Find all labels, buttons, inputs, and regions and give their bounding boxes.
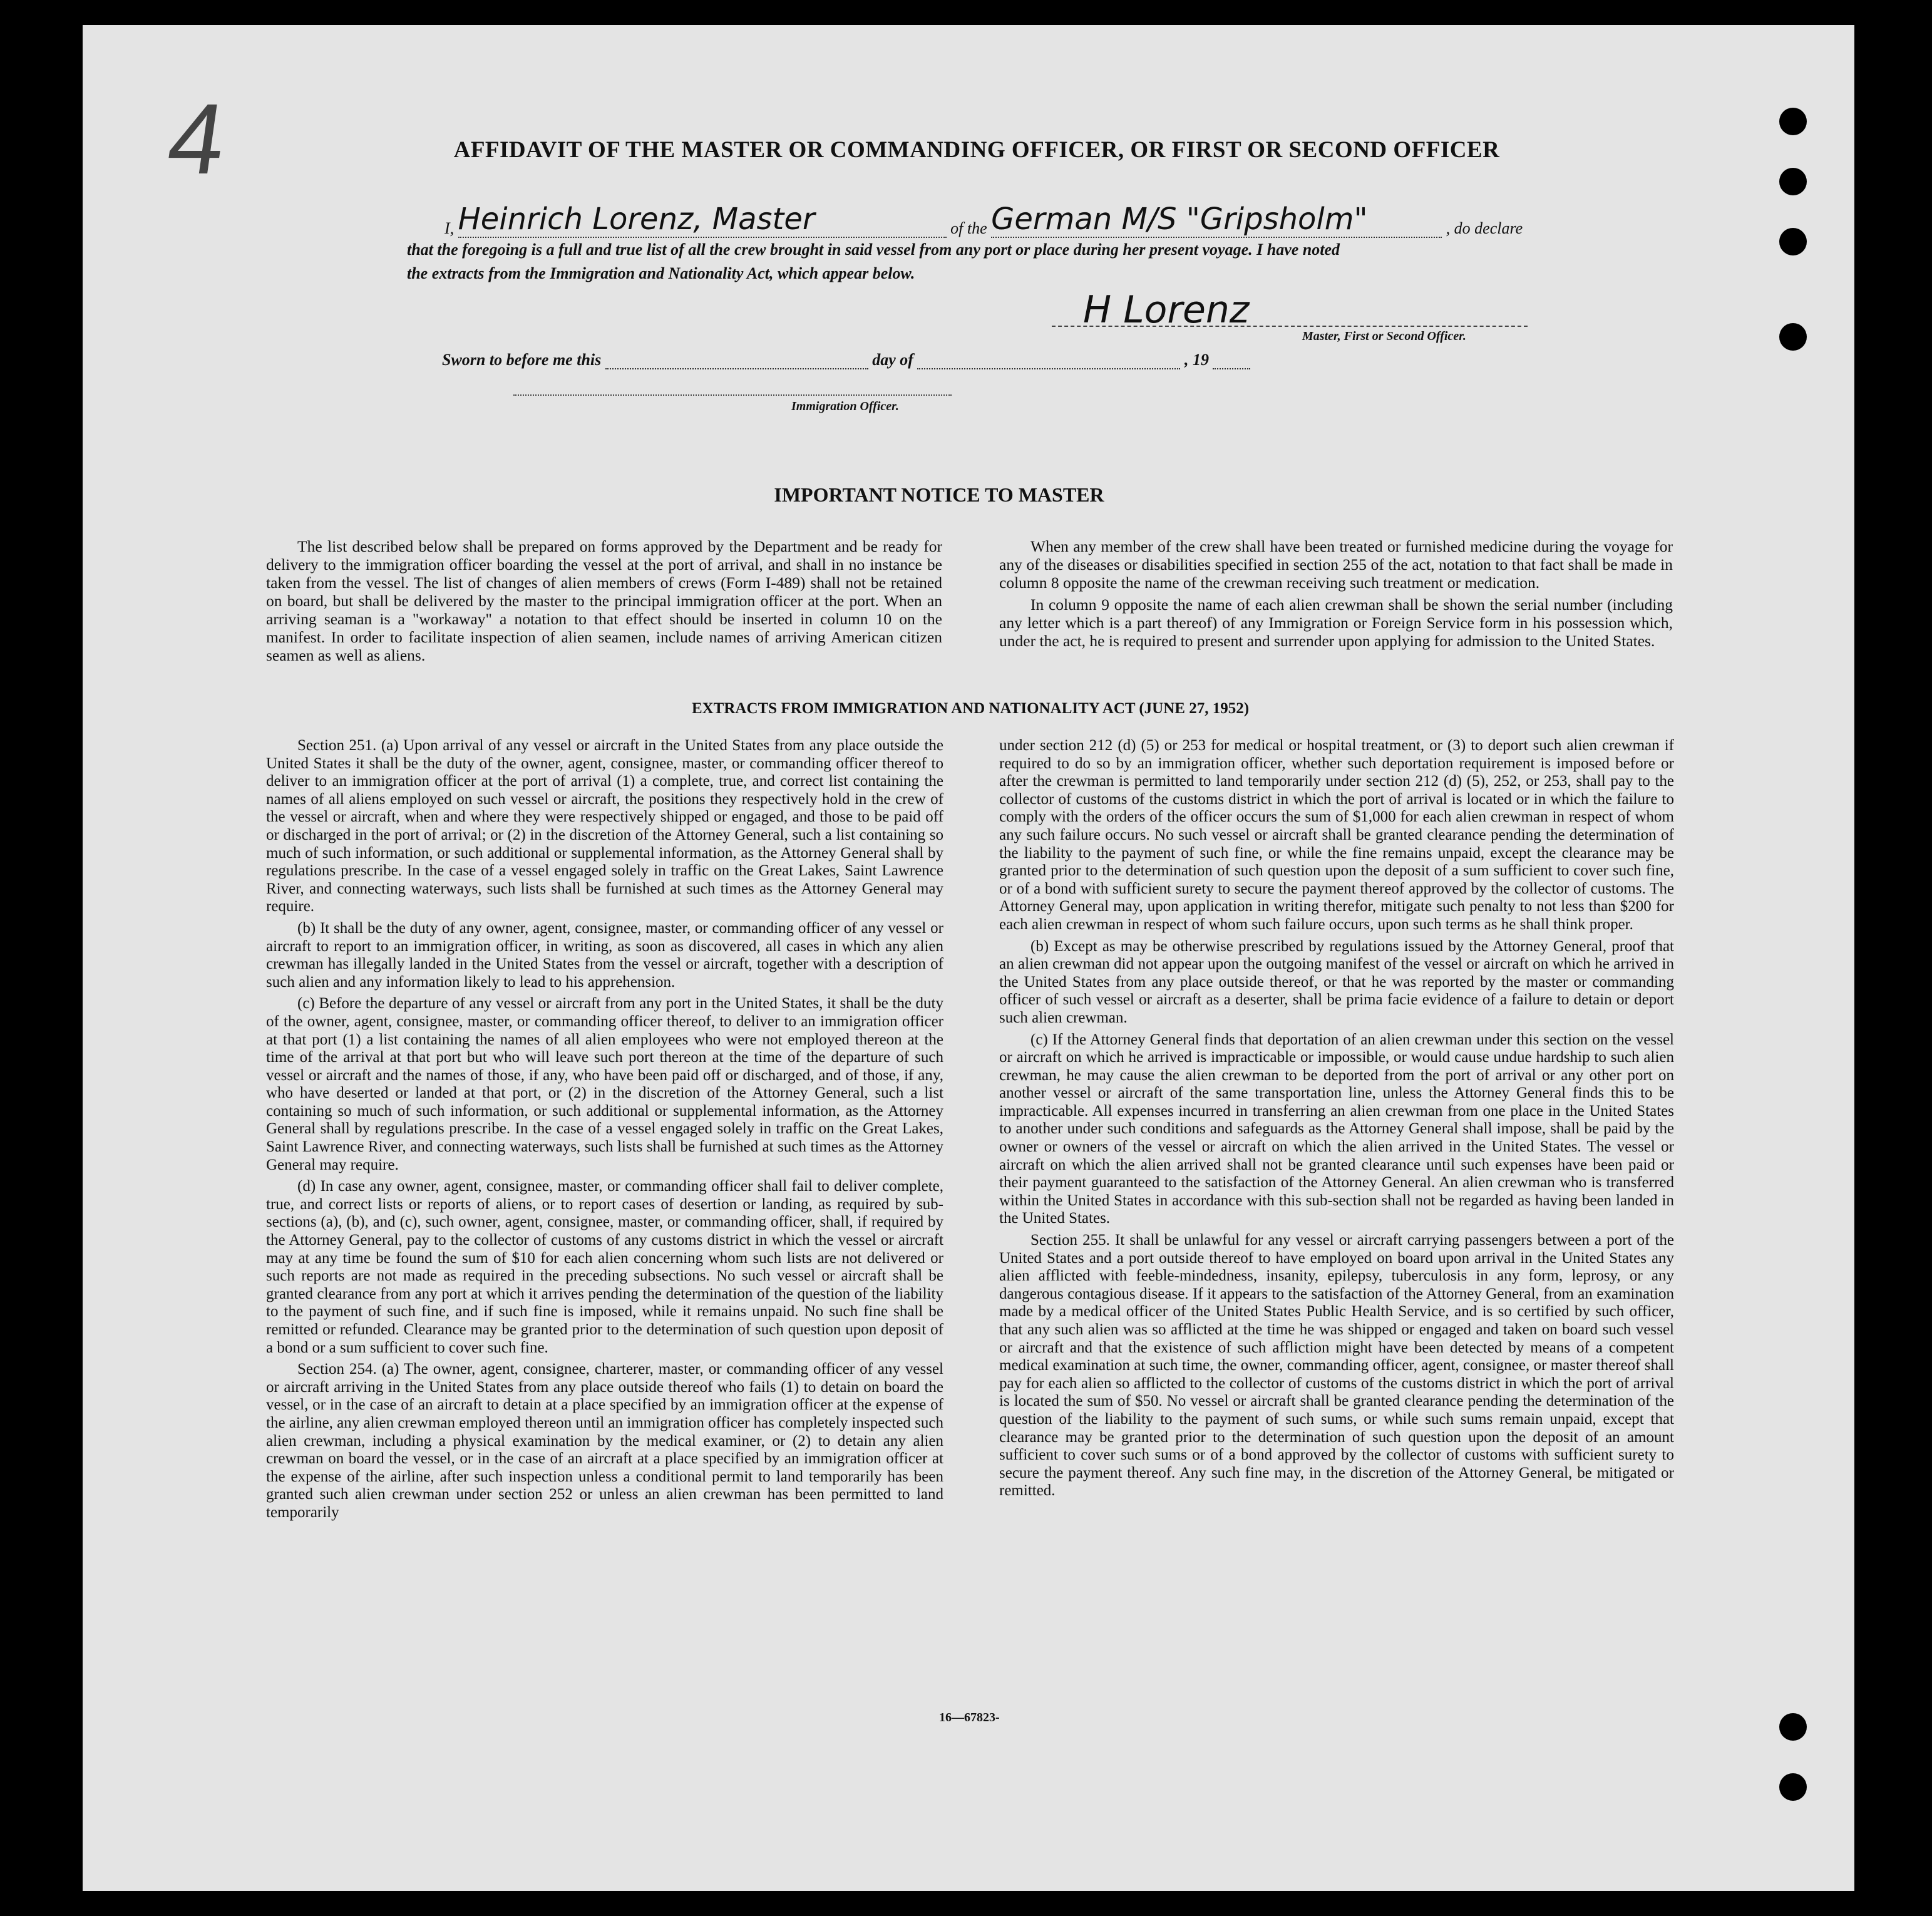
affidavit-statement-1: that the foregoing is a full and true list of all the crew brought in said vessel from any port or place during her present voyage. I have noted (407, 240, 1340, 259)
section-254-a: Section 254. (a) The owner, agent, consignee, charterer, master, or commanding officer of any vessel or aircraft arriving in the United States from any place outside thereof who fails (1) to detain on board the vessel, or in the case of an aircraft to detain at a place specified by an immigration officer at the expense of the airline, any alien crewman employed thereon until an immigration officer has completely inspected such alien crewman, including a physical examination by the medical examiner, or (2) to detain any alien crewman on board the vessel, or in the case of an aircraft at a place specified by an immigration officer at the expense of the airline, after such inspection unless a conditional permit to land temporarily has been granted such alien crewman under section 252 or unless an alien crewman has been permitted to land temporarily (266, 1361, 943, 1521)
page-number-mark: 4 (161, 83, 233, 195)
extracts-left-column (266, 737, 943, 1526)
notice-right-text-1: When any member of the crew shall have been treated or furnished medicine during the voyage for any of the diseases or disabilities specified in section 255 of the act, notation to that fact shall be made in column 8 opposite the name of the crewman receiving such treatment or medication. (999, 537, 1673, 592)
sworn-label: Sworn to before me this (442, 351, 602, 369)
binder-hole (1779, 1713, 1807, 1741)
binder-hole (1779, 168, 1807, 195)
extracts-title: EXTRACTS FROM IMMIGRATION AND NATIONALITY ACT (JUNE 27, 1952) (691, 700, 1250, 717)
notice-left-text: The list described below shall be prepared on forms approved by the Department and be ready for delivery to the immigration officer boarding the vessel at the port of arrival, and shall in no instance be taken from the vessel. The list of changes of alien members of crews (Form I-489) shall not be retained on board, but shall be delivered by the master to the principal immigration officer at the port. When an arriving seaman is a "workaway" a notation to that effect should be inserted in column 10 on the manifest. In order to facilitate inspection of alien seamen, include names of arriving American citizen seamen as well as aliens. (266, 537, 942, 664)
officer-line (513, 394, 952, 396)
vessel-name: German M/S "Gripsholm" (991, 202, 1368, 237)
notice-right-paragraphs (999, 537, 1673, 654)
affidavit-title: AFFIDAVIT OF THE MASTER OR COMMANDING OFFICER, OR FIRST OR SECOND OFFICER (453, 137, 1500, 163)
section-254-c: (c) If the Attorney General finds that deportation of an alien crewman under this section on the vessel or aircraft on which he arrived is impracticable or impossible, or would cause undue hardship to such alien crewman, he may cause the alien crewman to be deported from the port of arrival or any other port on another vessel or aircraft of the same transportation line, unless the Attorney General finds this to be impracticable. All expenses incurred in transferring an alien crewman from one place in the United States to another under such conditions and safeguards as the Attorney General shall impose, shall be paid by the owner or owners of the vessel or aircraft on which the alien arrived in the United States. The vessel or aircraft on which the alien arrived shall not be granted clearance until such expenses have been paid or their payment guaranteed to the satisfaction of the Attorney General. An alien crewman who is transferred within the United States in accordance with this sub-section shall not be regarded as having been landed in the United States. (999, 1031, 1674, 1227)
binder-hole (1779, 1773, 1807, 1801)
notice-title: IMPORTANT NOTICE TO MASTER (774, 483, 1104, 506)
section-254-a-continued: under section 212 (d) (5) or 253 for medical or hospital treatment, or (3) to deport such alien crewman if required to do so by an immigration officer, whether such deportation requirement is imposed before or after the crewman is permitted to land temporarily under section 212 (d) (5), 252, or 253, shall pay to the collector of customs of the customs district in which the port of arrival is located or in which the failure to comply with the orders of the officer occurs the sum of $1,000 for each alien crewman in respect of whom any such failure occurs. No such vessel or aircraft shall be granted clearance pending the determination of the liability to the payment of such fine, or while the fine remains unpaid, except the clearance may be granted prior to the determination of such question upon the deposit of a sum sufficient to cover such fine, or of a bond with sufficient surety to secure the payment thereof approved by the collector of customs. The Attorney General may, upon application in writing therefor, mitigate such penalty to not less than $200 for each alien crewman in respect of whom such failure occurs, upon such terms as he shall think proper. (999, 737, 1674, 933)
master-signature: H Lorenz (1083, 288, 1250, 332)
year-label: , 19 (1184, 351, 1209, 369)
binder-hole (1779, 108, 1807, 135)
affidavit-statement-2: the extracts from the Immigration and Nationality Act, which appear below. (407, 264, 915, 282)
i-label: I, (444, 219, 455, 237)
extracts-right-column (999, 737, 1674, 1504)
notice-right-text-2: In column 9 opposite the name of each alien crewman shall be shown the serial number (including any letter which is a part thereof) of any Immigration or Foreign Service form in his possession which, under the act, he is required to present and surrender upon applying for admission to the United States. (999, 595, 1673, 650)
signature-line (1052, 326, 1528, 327)
signature-caption: Master, First or Second Officer. (1302, 329, 1466, 343)
affidavit-declaration-line (444, 202, 1523, 238)
section-251-a: Section 251. (a) Upon arrival of any vessel or aircraft in the United States from any place outside the United States it shall be the duty of the owner, agent, consignee, master, or commanding officer thereof to deliver to an immigration officer at the port of arrival (1) a complete, true, and correct list containing the names of all aliens employed on such vessel or aircraft, the positions they respectively hold in the crew of the vessel or aircraft, when and where they were respectively shipped or engaged, and those to be paid off or discharged in the port of arrival; or (2) in the discretion of the Attorney General, such a list containing so much of such information, or such additional or supplemental information, as the Attorney General shall by regulations prescribe. In the case of a vessel engaged solely in traffic on the Great Lakes, Saint Lawrence River, and connecting waterways, such lists shall be furnished at such times as the Attorney General may require. (266, 737, 943, 915)
section-255: Section 255. It shall be unlawful for any vessel or aircraft carrying passengers between a port of the United States and a port outside thereof to have employed on board upon arrival in the United States any alien afflicted with feeble-mindedness, insanity, epilepsy, tuberculosis in any form, leprosy, or any dangerous contagious disease. If it appears to the satisfaction of the Attorney General, from an examination made by a medical officer of the United States Public Health Service, and is so certified by such officer, that any such alien was so afflicted at the time he was shipped or engaged and taken on board such vessel or aircraft and that the existence of such affliction might have been detected by means of a competent medical examination at such time, the owner, commanding officer, agent, consignee, or master thereof shall pay for each alien so afflicted to the collector of customs of the customs district in which the port of arrival is located the sum of $50. No vessel or aircraft shall be granted clearance pending the determination of the question of the liability to the payment of such sums, or while such sums remain unpaid, except that clearance may be granted prior to the determination of such question upon the deposit of an amount sufficient to cover such sums or of a bond approved by the collector of customs with sufficient surety to secure the payment thereof. Any such fine may, in the discretion of the Attorney General, be mitigated or remitted. (999, 1232, 1674, 1500)
day-of-label: day of (872, 351, 913, 369)
binder-hole (1779, 323, 1807, 351)
form-code: 16—67823- (939, 1711, 1000, 1724)
of-the-label: of the (950, 219, 987, 237)
section-251-b: (b) It shall be the duty of any owner, agent, consignee, master, or commanding officer of any vessel or aircraft to report to an immigration officer, in writing, as soon as discovered, all cases in which any alien crewman has illegally landed in the United States from the vessel or aircraft, together with a description of such alien and any information likely to lead to his apprehension. (266, 919, 943, 991)
section-251-d: (d) In case any owner, agent, consignee, master, or commanding officer shall fail to deliver complete, true, and correct lists or reports of aliens, or to report cases of desertion or landing, as required by sub-sections (a), (b), and (c), such owner, agent, consignee, master, or commanding officer, shall, if required by the Attorney General, pay to the collector of customs of any customs district in which the vessel or aircraft may at any time be found the sum of $10 for each alien concerning whom such lists are not delivered or such reports are not made as required in the preceding subsections. No such vessel or aircraft shall be granted clearance from any port at which it arrives pending the determination of the question of the liability to the payment of such fine, and if such fine is imposed, while it remains unpaid. No such fine shall be remitted or refunded. Clearance may be granted prior to the determination of such question upon deposit of a bond or a sum sufficient to cover such fine. (266, 1178, 943, 1356)
officer-caption: Immigration Officer. (791, 399, 899, 413)
sworn-line (442, 351, 1250, 369)
section-254-b: (b) Except as may be otherwise prescribed by regulations issued by the Attorney General, proof that an alien crewman did not appear upon the outgoing manifest of the vessel or aircraft on which he arrived in the United States from any place outside thereof, or that he was reported by the master or commanding officer of such vessel or aircraft as a deserter, shall be prima facie evidence of a failure to detain or deport such alien crewman. (999, 937, 1674, 1026)
section-251-c: (c) Before the departure of any vessel or aircraft from any port in the United States, it shall be the duty of the owner, agent, consignee, master, or commanding officer thereof, to deliver to an immigration officer at that port (1) a list containing the names of all alien employees who were not employed thereon at the time of the arrival at that port but who will leave such port thereon at the time of the departure of such vessel or aircraft and the names of those, if any, who have been paid off or discharged, and of those, if any, who have deserted or landed at that port, or (2) in the discretion of the Attorney General, such a list containing so much of such information, or such additional or supplemental information, as the Attorney General shall by regulations prescribe. In the case of a vessel engaged solely in traffic on the Great Lakes, Saint Lawrence River, and connecting waterways, such lists shall be furnished at such times as the Attorney General may require. (266, 995, 943, 1173)
binder-hole (1779, 228, 1807, 255)
do-declare-label: , do declare (1446, 219, 1523, 237)
notice-left-paragraph (266, 537, 942, 668)
master-name: Heinrich Lorenz, Master (458, 202, 815, 237)
